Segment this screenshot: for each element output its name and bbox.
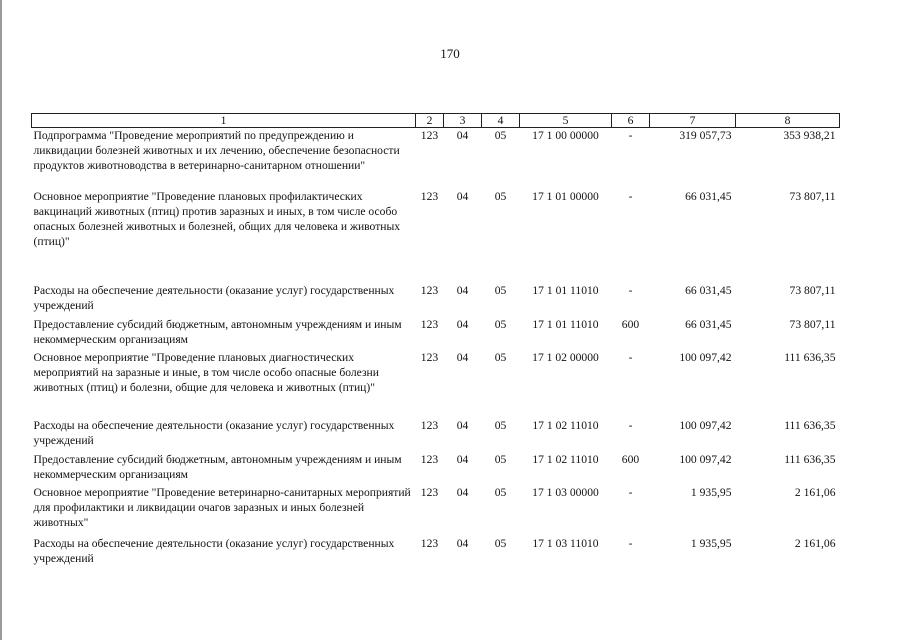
table-row xyxy=(32,418,840,452)
section-code: 04 xyxy=(456,418,469,432)
row-name: Основное мероприятие "Проведение плановых профилактических вакцинаций животных (птиц) против заразных и иных, в том числе особо опасных болезней животных и болезней, общих для человека и животных (птиц)" xyxy=(33,189,401,248)
amount-1: 1 935,95 xyxy=(690,485,732,499)
amount-2: 73 807,11 xyxy=(789,283,836,297)
page-edge-line xyxy=(0,0,2,640)
ministry-code: 123 xyxy=(420,350,439,364)
column-header: 3 xyxy=(444,114,482,128)
amount-1: 319 057,73 xyxy=(679,129,732,142)
subsection-code: 05 xyxy=(494,189,507,203)
column-header: 6 xyxy=(612,114,650,128)
table-row xyxy=(32,452,840,485)
section-code: 04 xyxy=(456,283,469,297)
expense-type-code: - xyxy=(628,283,633,297)
amount-1: 66 031,45 xyxy=(685,189,732,203)
page-number: 170 xyxy=(440,46,460,61)
subsection-code: 05 xyxy=(494,452,507,466)
subsection-code: 05 xyxy=(494,536,507,550)
table-row xyxy=(32,283,840,317)
subsection-code: 05 xyxy=(494,418,507,432)
ministry-code: 123 xyxy=(420,485,439,499)
column-header: 5 xyxy=(520,114,612,128)
target-code: 17 1 03 00000 xyxy=(532,485,599,499)
expense-type-code: - xyxy=(628,129,633,142)
amount-2: 111 636,35 xyxy=(784,418,836,432)
section-code: 04 xyxy=(456,189,469,203)
amount-2: 2 161,06 xyxy=(794,485,836,499)
row-name: Предоставление субсидий бюджетным, автономным учреждениям и иным некоммерческим организациям xyxy=(33,452,402,481)
expense-type-code: - xyxy=(628,536,633,550)
target-code: 17 1 02 00000 xyxy=(532,350,599,364)
section-code: 04 xyxy=(456,485,469,499)
expense-type-code: - xyxy=(628,418,633,432)
amount-1: 66 031,45 xyxy=(685,317,732,331)
section-code: 04 xyxy=(456,350,469,364)
ministry-code: 123 xyxy=(420,317,439,331)
subsection-code: 05 xyxy=(494,350,507,364)
expense-type-code: 600 xyxy=(621,452,640,466)
table-row xyxy=(32,350,840,418)
target-code: 17 1 02 11010 xyxy=(532,452,599,466)
amount-2: 73 807,11 xyxy=(789,189,836,203)
ministry-code: 123 xyxy=(420,189,439,203)
column-header: 7 xyxy=(650,114,736,128)
ministry-code: 123 xyxy=(420,452,439,466)
amount-2: 73 807,11 xyxy=(789,317,836,331)
amount-1: 100 097,42 xyxy=(679,350,732,364)
column-header: 1 xyxy=(32,114,416,128)
target-code: 17 1 01 00000 xyxy=(532,189,599,203)
row-name: Расходы на обеспечение деятельности (оказание услуг) государственных учреждений xyxy=(33,418,395,447)
target-code: 17 1 00 00000 xyxy=(532,129,599,142)
subsection-code: 05 xyxy=(494,129,507,142)
table-header-row xyxy=(32,114,840,128)
section-code: 04 xyxy=(456,536,469,550)
target-code: 17 1 02 11010 xyxy=(532,418,599,432)
row-name: Основное мероприятие "Проведение плановых диагностических мероприятий на заразные и иные, в том числе особо опасные болезни животных (птиц) и болезни, общие для человека и животных (птиц)" xyxy=(33,350,379,394)
subsection-code: 05 xyxy=(494,283,507,297)
row-name: Подпрограмма "Проведение мероприятий по предупреждению и ликвидации болезней животных и их лечению, обеспечение безопасности продуктов животноводства в ветеринарно-санитарном отношении" xyxy=(33,129,400,172)
target-code: 17 1 03 11010 xyxy=(532,536,599,550)
ministry-code: 123 xyxy=(420,283,439,297)
table-row xyxy=(32,485,840,536)
section-code: 04 xyxy=(456,452,469,466)
ministry-code: 123 xyxy=(420,536,439,550)
column-header: 8 xyxy=(736,114,840,128)
expense-type-code: - xyxy=(628,485,633,499)
row-name: Предоставление субсидий бюджетным, автономным учреждениям и иным некоммерческим организациям xyxy=(33,317,402,346)
amount-1: 100 097,42 xyxy=(679,418,732,432)
section-code: 04 xyxy=(456,317,469,331)
amount-2: 353 938,21 xyxy=(783,129,836,142)
section-code: 04 xyxy=(456,129,469,142)
amount-2: 111 636,35 xyxy=(784,350,836,364)
expense-type-code: 600 xyxy=(621,317,640,331)
amount-1: 100 097,42 xyxy=(679,452,732,466)
column-header: 4 xyxy=(482,114,520,128)
amount-2: 2 161,06 xyxy=(794,536,836,550)
budget-table xyxy=(31,113,840,570)
row-name: Основное мероприятие "Проведение ветеринарно-санитарных мероприятий для профилактики и ликвидации очагов заразных и иных болезней животных" xyxy=(33,485,411,529)
target-code: 17 1 01 11010 xyxy=(532,317,599,331)
ministry-code: 123 xyxy=(420,418,439,432)
target-code: 17 1 01 11010 xyxy=(532,283,599,297)
ministry-code: 123 xyxy=(420,129,439,142)
table-row xyxy=(32,189,840,283)
table-row xyxy=(32,128,840,189)
amount-1: 66 031,45 xyxy=(685,283,732,297)
table-row xyxy=(32,317,840,350)
subsection-code: 05 xyxy=(494,485,507,499)
expense-type-code: - xyxy=(628,189,633,203)
amount-1: 1 935,95 xyxy=(690,536,732,550)
column-header: 2 xyxy=(416,114,444,128)
subsection-code: 05 xyxy=(494,317,507,331)
amount-2: 111 636,35 xyxy=(784,452,836,466)
row-name: Расходы на обеспечение деятельности (оказание услуг) государственных учреждений xyxy=(33,536,395,565)
expense-type-code: - xyxy=(628,350,633,364)
row-name: Расходы на обеспечение деятельности (оказание услуг) государственных учреждений xyxy=(33,283,395,312)
table-row xyxy=(32,536,840,570)
